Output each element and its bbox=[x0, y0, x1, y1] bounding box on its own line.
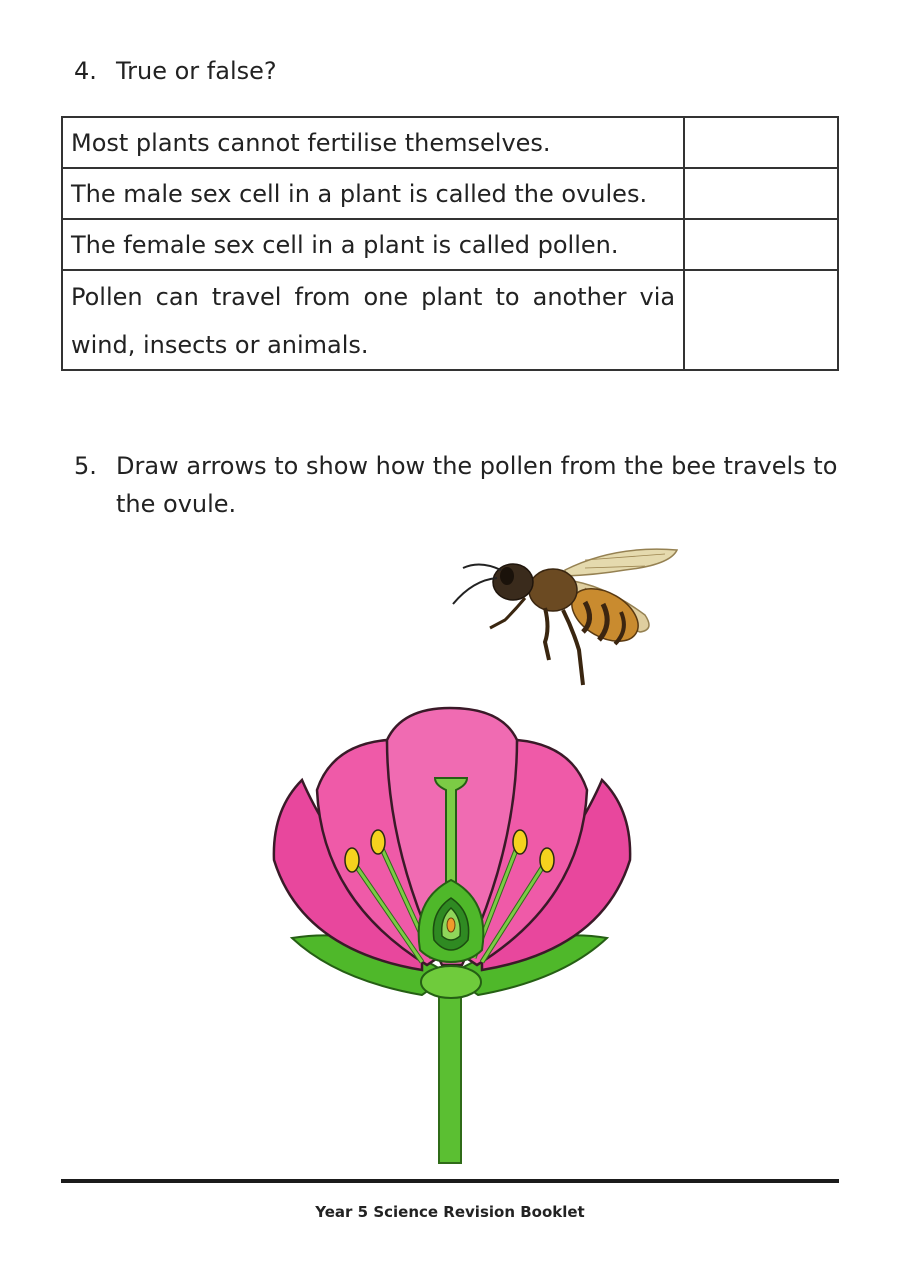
question-number: 4. bbox=[74, 57, 97, 85]
answer-cell[interactable] bbox=[684, 270, 838, 370]
statement-cell: Pollen can travel from one plant to another via wind, insects or animals. bbox=[62, 270, 684, 370]
question-number: 5. bbox=[74, 452, 97, 480]
question-text: True or false? bbox=[116, 57, 277, 85]
question-text: Draw arrows to show how the pollen from the bee travels to the ovule. bbox=[116, 452, 838, 518]
table-row bbox=[62, 219, 838, 270]
question-4 bbox=[74, 52, 854, 92]
table-row bbox=[62, 270, 838, 370]
statement-cell: Most plants cannot fertilise themselves. bbox=[62, 117, 684, 168]
true-false-table bbox=[61, 116, 839, 371]
answer-cell[interactable] bbox=[684, 219, 838, 270]
statement-cell: The female sex cell in a plant is called pollen. bbox=[62, 219, 684, 270]
footer-title: Year 5 Science Revision Booklet bbox=[315, 1203, 585, 1221]
answer-cell[interactable] bbox=[684, 117, 838, 168]
bee-illustration bbox=[445, 540, 685, 695]
flower-cross-section-illustration bbox=[262, 700, 642, 1165]
table-row bbox=[62, 168, 838, 219]
question-5 bbox=[74, 447, 854, 527]
footer-divider bbox=[61, 1179, 839, 1183]
table-row bbox=[62, 117, 838, 168]
answer-cell[interactable] bbox=[684, 168, 838, 219]
statement-cell: The male sex cell in a plant is called the ovules. bbox=[62, 168, 684, 219]
